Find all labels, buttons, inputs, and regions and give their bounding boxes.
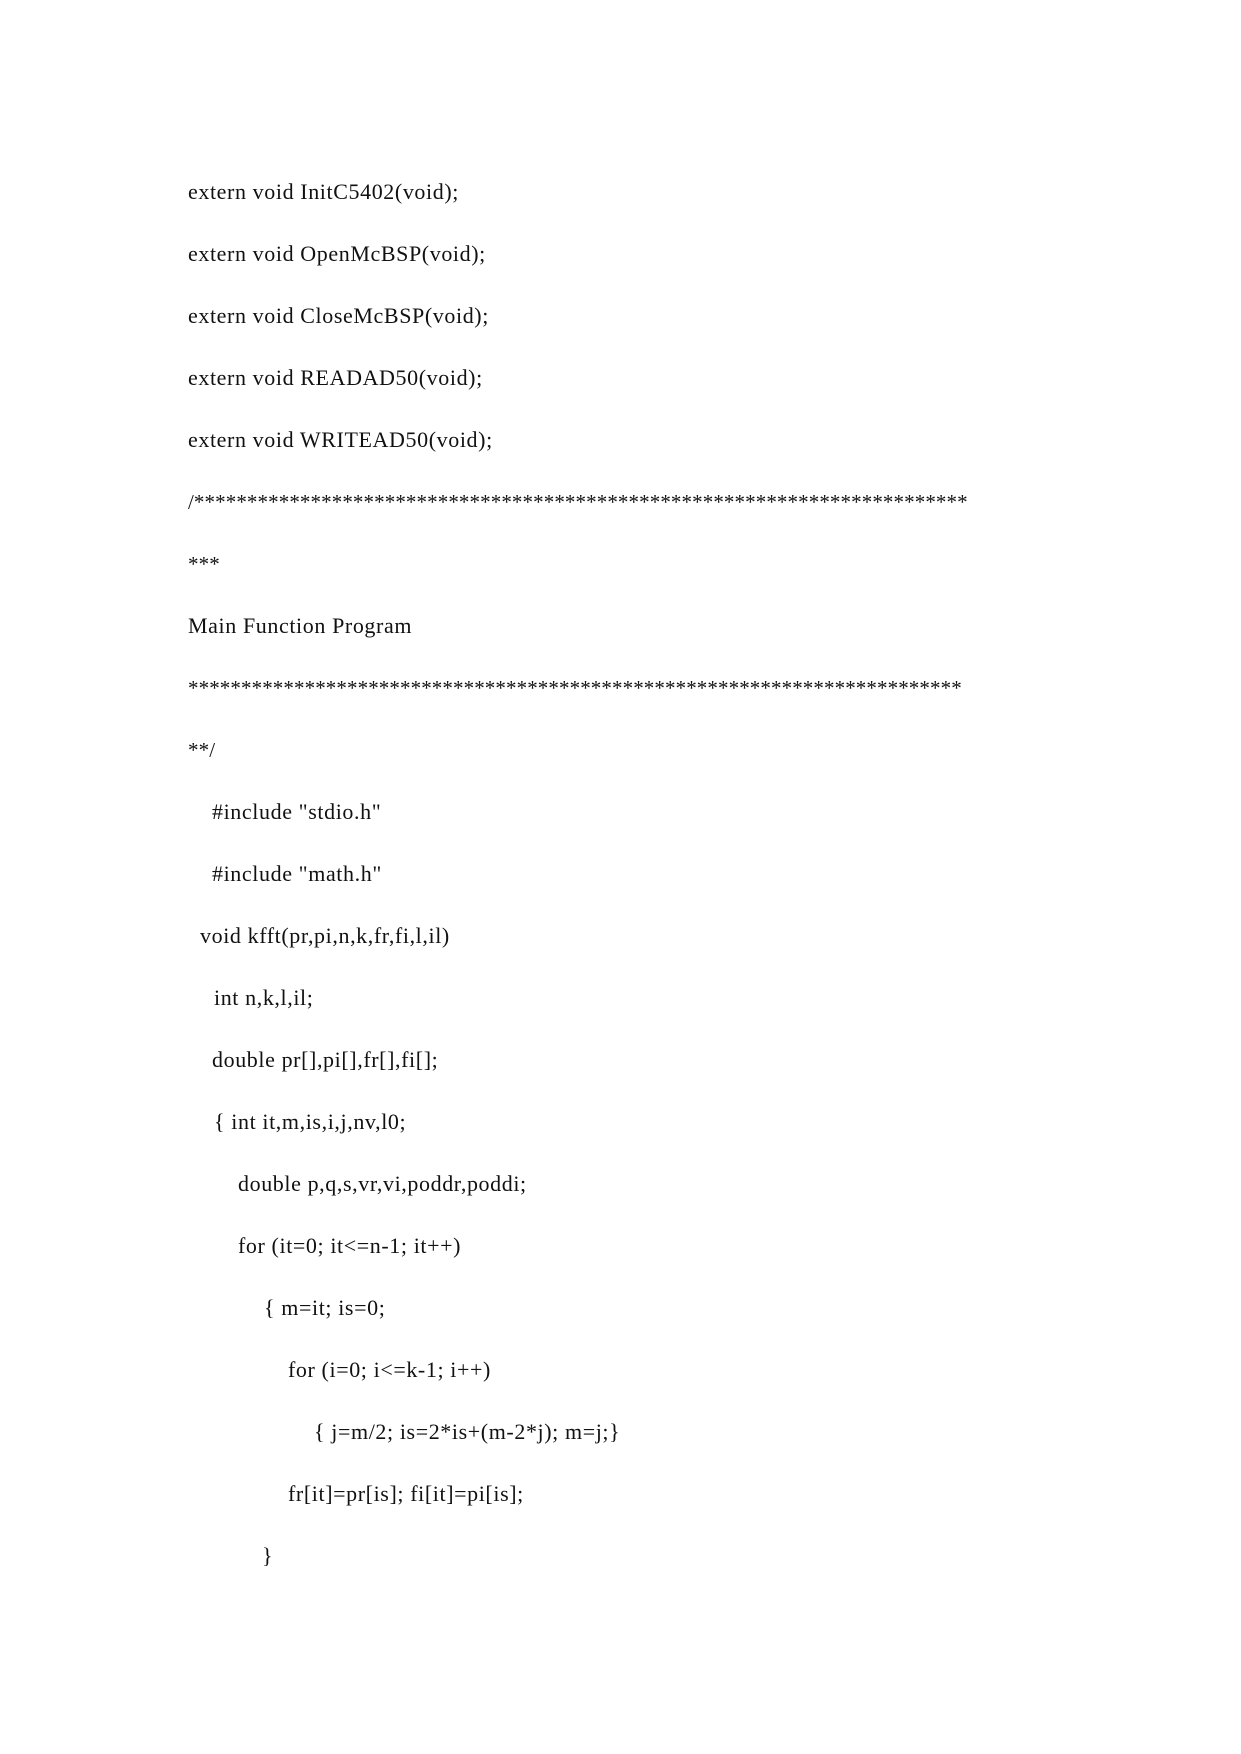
comment-title: Main Function Program [188, 613, 413, 638]
comment-border-top-wrap: *** [188, 552, 220, 576]
code-line-int-params: int n,k,l,il; [214, 985, 314, 1010]
code-line-extern-writead50: extern void WRITEAD50(void); [188, 427, 493, 452]
code-line-inner-for: for (i=0; i<=k-1; i++) [288, 1357, 491, 1382]
code-line-assign-fr-fi: fr[it]=pr[is]; fi[it]=pi[is]; [288, 1481, 524, 1506]
code-line-closing-brace: } [262, 1543, 274, 1568]
code-line-outer-for: for (it=0; it<=n-1; it++) [238, 1233, 462, 1258]
comment-border-bottom-wrap: **/ [188, 738, 216, 762]
code-line-local-doubles: double p,q,s,vr,vi,poddr,poddi; [238, 1171, 527, 1196]
code-line-inner-for-body: { j=m/2; is=2*is+(m-2*j); m=j;} [314, 1419, 621, 1444]
code-line-extern-initc5402: extern void InitC5402(void); [188, 179, 459, 204]
code-line-extern-closemcbsp: extern void CloseMcBSP(void); [188, 303, 489, 328]
code-line-include-math: #include "math.h" [212, 861, 382, 886]
code-line-include-stdio: #include "stdio.h" [212, 799, 382, 824]
comment-border-bottom: ************************************************************************* [188, 676, 962, 700]
comment-border-top: /************************************************************************* [188, 490, 968, 514]
code-line-extern-openmcbsp: extern void OpenMcBSP(void); [188, 241, 486, 266]
code-line-local-ints: { int it,m,is,i,j,nv,l0; [214, 1109, 407, 1134]
code-line-function-signature: void kfft(pr,pi,n,k,fr,fi,l,il) [200, 923, 450, 948]
code-line-double-params: double pr[],pi[],fr[],fi[]; [212, 1047, 439, 1072]
code-line-extern-readad50: extern void READAD50(void); [188, 365, 483, 390]
code-line-outer-for-body: { m=it; is=0; [264, 1295, 386, 1320]
